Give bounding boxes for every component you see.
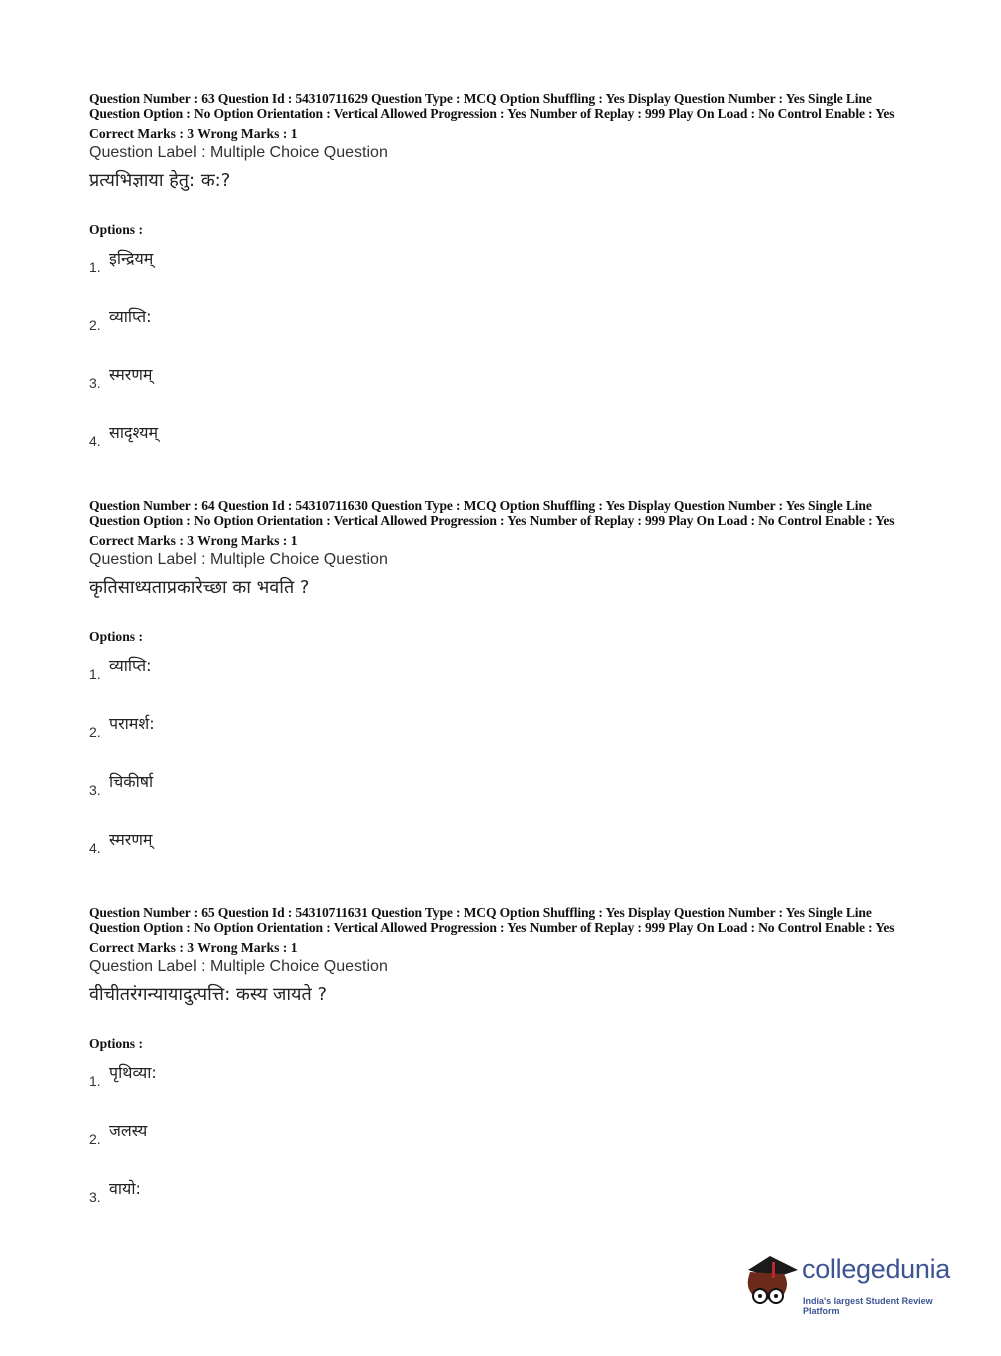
option-text: व्याप्ति:	[109, 656, 152, 675]
question-marks: Correct Marks : 3 Wrong Marks : 1	[89, 940, 298, 955]
options-heading: Options :	[89, 1036, 144, 1051]
option-number: 3.	[89, 782, 101, 798]
options-heading: Options :	[89, 222, 144, 237]
option-number: 1.	[89, 259, 101, 275]
option-text: सादृश्यम्	[109, 423, 159, 442]
option-number: 3.	[89, 375, 101, 391]
question-label: Question Label : Multiple Choice Question	[89, 551, 388, 568]
question-text: वीचीतरंगन्यायादुत्पत्ति: कस्य जायते ?	[89, 984, 327, 1005]
option-number: 4.	[89, 433, 101, 449]
question-block	[89, 92, 919, 492]
option-number: 1.	[89, 1073, 101, 1089]
collegedunia-logo	[740, 1248, 970, 1318]
option-text: पृथिव्या:	[109, 1063, 157, 1082]
question-meta: Question Number : 63 Question Id : 54310711629 Question Type : MCQ Option Shuffling : Yes Display Question Number : Yes Single Line Question Option : No Option Orientation : Vertical Allowed Progression : Yes Number of Replay : 999 Play On Load : No Control Enable : Yes	[89, 91, 895, 121]
mascot-icon	[740, 1248, 800, 1318]
option-text: इन्द्रियम्	[109, 249, 154, 268]
question-text: प्रत्यभिज्ञाया हेतु: क:?	[89, 170, 231, 191]
question-block	[89, 906, 919, 1306]
question-meta: Question Number : 65 Question Id : 54310711631 Question Type : MCQ Option Shuffling : Yes Display Question Number : Yes Single Line Question Option : No Option Orientation : Vertical Allowed Progression : Yes Number of Replay : 999 Play On Load : No Control Enable : Yes	[89, 905, 895, 935]
option-text: परामर्श:	[109, 714, 155, 733]
question-marks: Correct Marks : 3 Wrong Marks : 1	[89, 533, 298, 548]
option-number: 2.	[89, 1131, 101, 1147]
option-number: 2.	[89, 317, 101, 333]
option-text: व्याप्ति:	[109, 307, 152, 326]
option-number: 3.	[89, 1189, 101, 1205]
question-label: Question Label : Multiple Choice Question	[89, 958, 388, 975]
question-text: कृतिसाध्यताप्रकारेच्छा का भवति ?	[89, 577, 310, 598]
options-heading: Options :	[89, 629, 144, 644]
option-text: स्मरणम्	[109, 365, 153, 384]
option-number: 2.	[89, 724, 101, 740]
option-text: वायो:	[109, 1179, 141, 1198]
question-meta: Question Number : 64 Question Id : 54310711630 Question Type : MCQ Option Shuffling : Yes Display Question Number : Yes Single Line Question Option : No Option Orientation : Vertical Allowed Progression : Yes Number of Replay : 999 Play On Load : No Control Enable : Yes	[89, 498, 895, 528]
option-number: 4.	[89, 840, 101, 856]
question-label: Question Label : Multiple Choice Question	[89, 144, 388, 161]
question-marks: Correct Marks : 3 Wrong Marks : 1	[89, 126, 298, 141]
option-text: जलस्य	[109, 1121, 148, 1140]
question-block	[89, 499, 919, 899]
option-text: चिकीर्षा	[109, 772, 154, 791]
option-text: स्मरणम्	[109, 830, 153, 849]
logo-tagline: India's largest Student Review Platform	[803, 1296, 933, 1316]
option-number: 1.	[89, 666, 101, 682]
logo-brand: collegedunia	[802, 1254, 951, 1284]
